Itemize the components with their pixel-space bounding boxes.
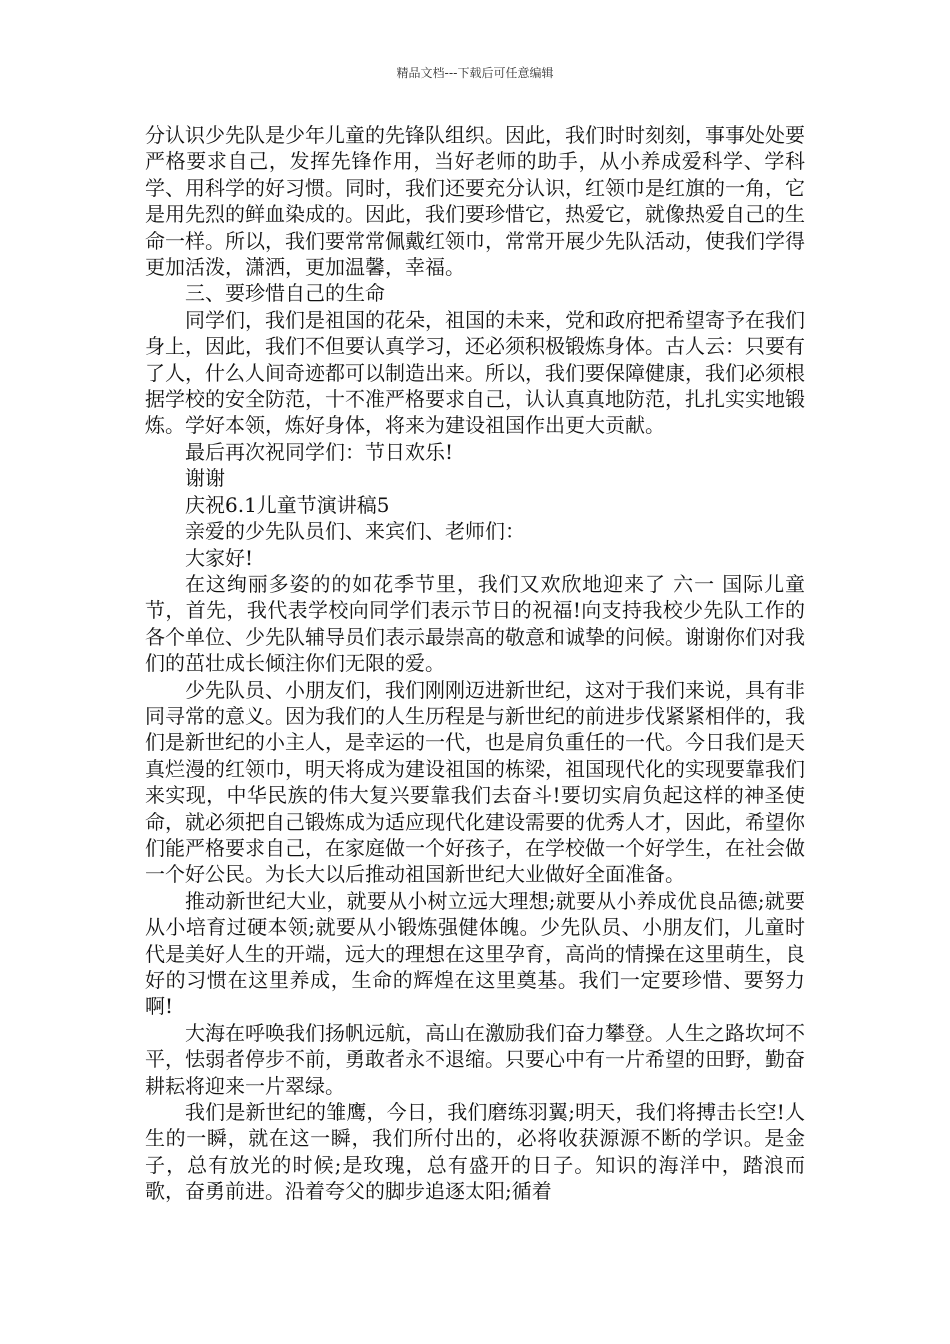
- salutation: 亲爱的少先队员们、来宾们、老师们：: [185, 519, 525, 544]
- paragraph: 分认识少先队是少年儿童的先锋队组织。因此，我们时时刻刻，事事处处要严格要求自己，发挥先锋作用，当好老师的助手，从小养成爱科学、学科学、用科学的好习惯。同时，我们还要充分认识，红领巾是红旗的一角，它是用先烈的鲜血染成的。因此，我们要珍惜它，热爱它，就像热爱自己的生命一样。所以，我们要常常佩戴红领巾，常常开展少先队活动，使我们学得更加活泼，潇洒，更加温馨，幸福。: [145, 123, 805, 280]
- greeting: 大家好!: [185, 545, 254, 570]
- thanks-line: 谢谢: [185, 466, 225, 491]
- section-heading: 三、要珍惜自己的生命: [185, 281, 385, 306]
- closing-line: 最后再次祝同学们：节日欢乐!: [185, 439, 454, 464]
- page-header: 精品文档---下载后可任意编辑: [396, 66, 554, 80]
- paragraph: 在这绚丽多姿的的如花季节里，我们又欢欣地迎来了 六一 国际儿童节，首先，我代表学校向同学们表示节日的祝福!向支持我校少先队工作的各个单位、少先队辅导员们表示最崇高的敬意和诚挚的问候。谢谢你们对我们的茁壮成长倾注你们无限的爱。: [145, 571, 805, 676]
- paragraph: 少先队员、小朋友们，我们刚刚迈进新世纪，这对于我们来说，具有非同寻常的意义。因为我们的人生历程是与新世纪的前进步伐紧紧相伴的，我们是新世纪的小主人，是幸运的一代，也是肩负重任的一代。今日我们是天真烂漫的红领巾，明天将成为建设祖国的栋梁，祖国现代化的实现要靠我们来实现，中华民族的伟大复兴要靠我们去奋斗!要切实肩负起这样的神圣使命，就必须把自己锻炼成为适应现代化建设需要的优秀人才，因此，希望你们能严格要求自己，在家庭做一个好孩子，在学校做一个好学生，在社会做一个好公民。为长大以后推动祖国新世纪大业做好全面准备。: [145, 677, 805, 887]
- paragraph: 推动新世纪大业，就要从小树立远大理想;就要从小养成优良品德;就要从小培育过硬本领;就要从小锻炼强健体魄。少先队员、小朋友们，儿童时代是美好人生的开端，远大的理想在这里孕育，高尚的情操在这里萌生，良好的习惯在这里养成，生命的辉煌在这里奠基。我们一定要珍惜、要努力啊!: [145, 888, 805, 1019]
- paragraph: 大海在呼唤我们扬帆远航，高山在激励我们奋力攀登。人生之路坎坷不平，怯弱者停步不前，勇敢者永不退缩。只要心中有一片希望的田野，勤奋耕耘将迎来一片翠绿。: [145, 1020, 805, 1098]
- document-body: [145, 122, 805, 1205]
- paragraph: 我们是新世纪的雏鹰，今日，我们磨练羽翼;明天，我们将搏击长空!人生的一瞬，就在这一瞬，我们所付出的，必将收获源源不断的学识。是金子，总有放光的时候;是玫瑰，总有盛开的日子。知识的海洋中，踏浪而歌，奋勇前进。沿着夸父的脚步追逐太阳;循着: [145, 1100, 805, 1204]
- speech-title: 庆祝6.1儿童节演讲稿5: [185, 492, 390, 517]
- paragraph: 同学们，我们是祖国的花朵，祖国的未来，党和政府把希望寄予在我们身上，因此，我们不但要认真学习，还必须积极锻炼身体。古人云：只要有了人，什么人间奇迹都可以制造出来。所以，我们要保障健康，我们必须根据学校的安全防范，十不准严格要求自己，认认真真地防范，扎扎实实地锻炼。学好本领，炼好身体，将来为建设祖国作出更大贡献。: [145, 307, 805, 438]
